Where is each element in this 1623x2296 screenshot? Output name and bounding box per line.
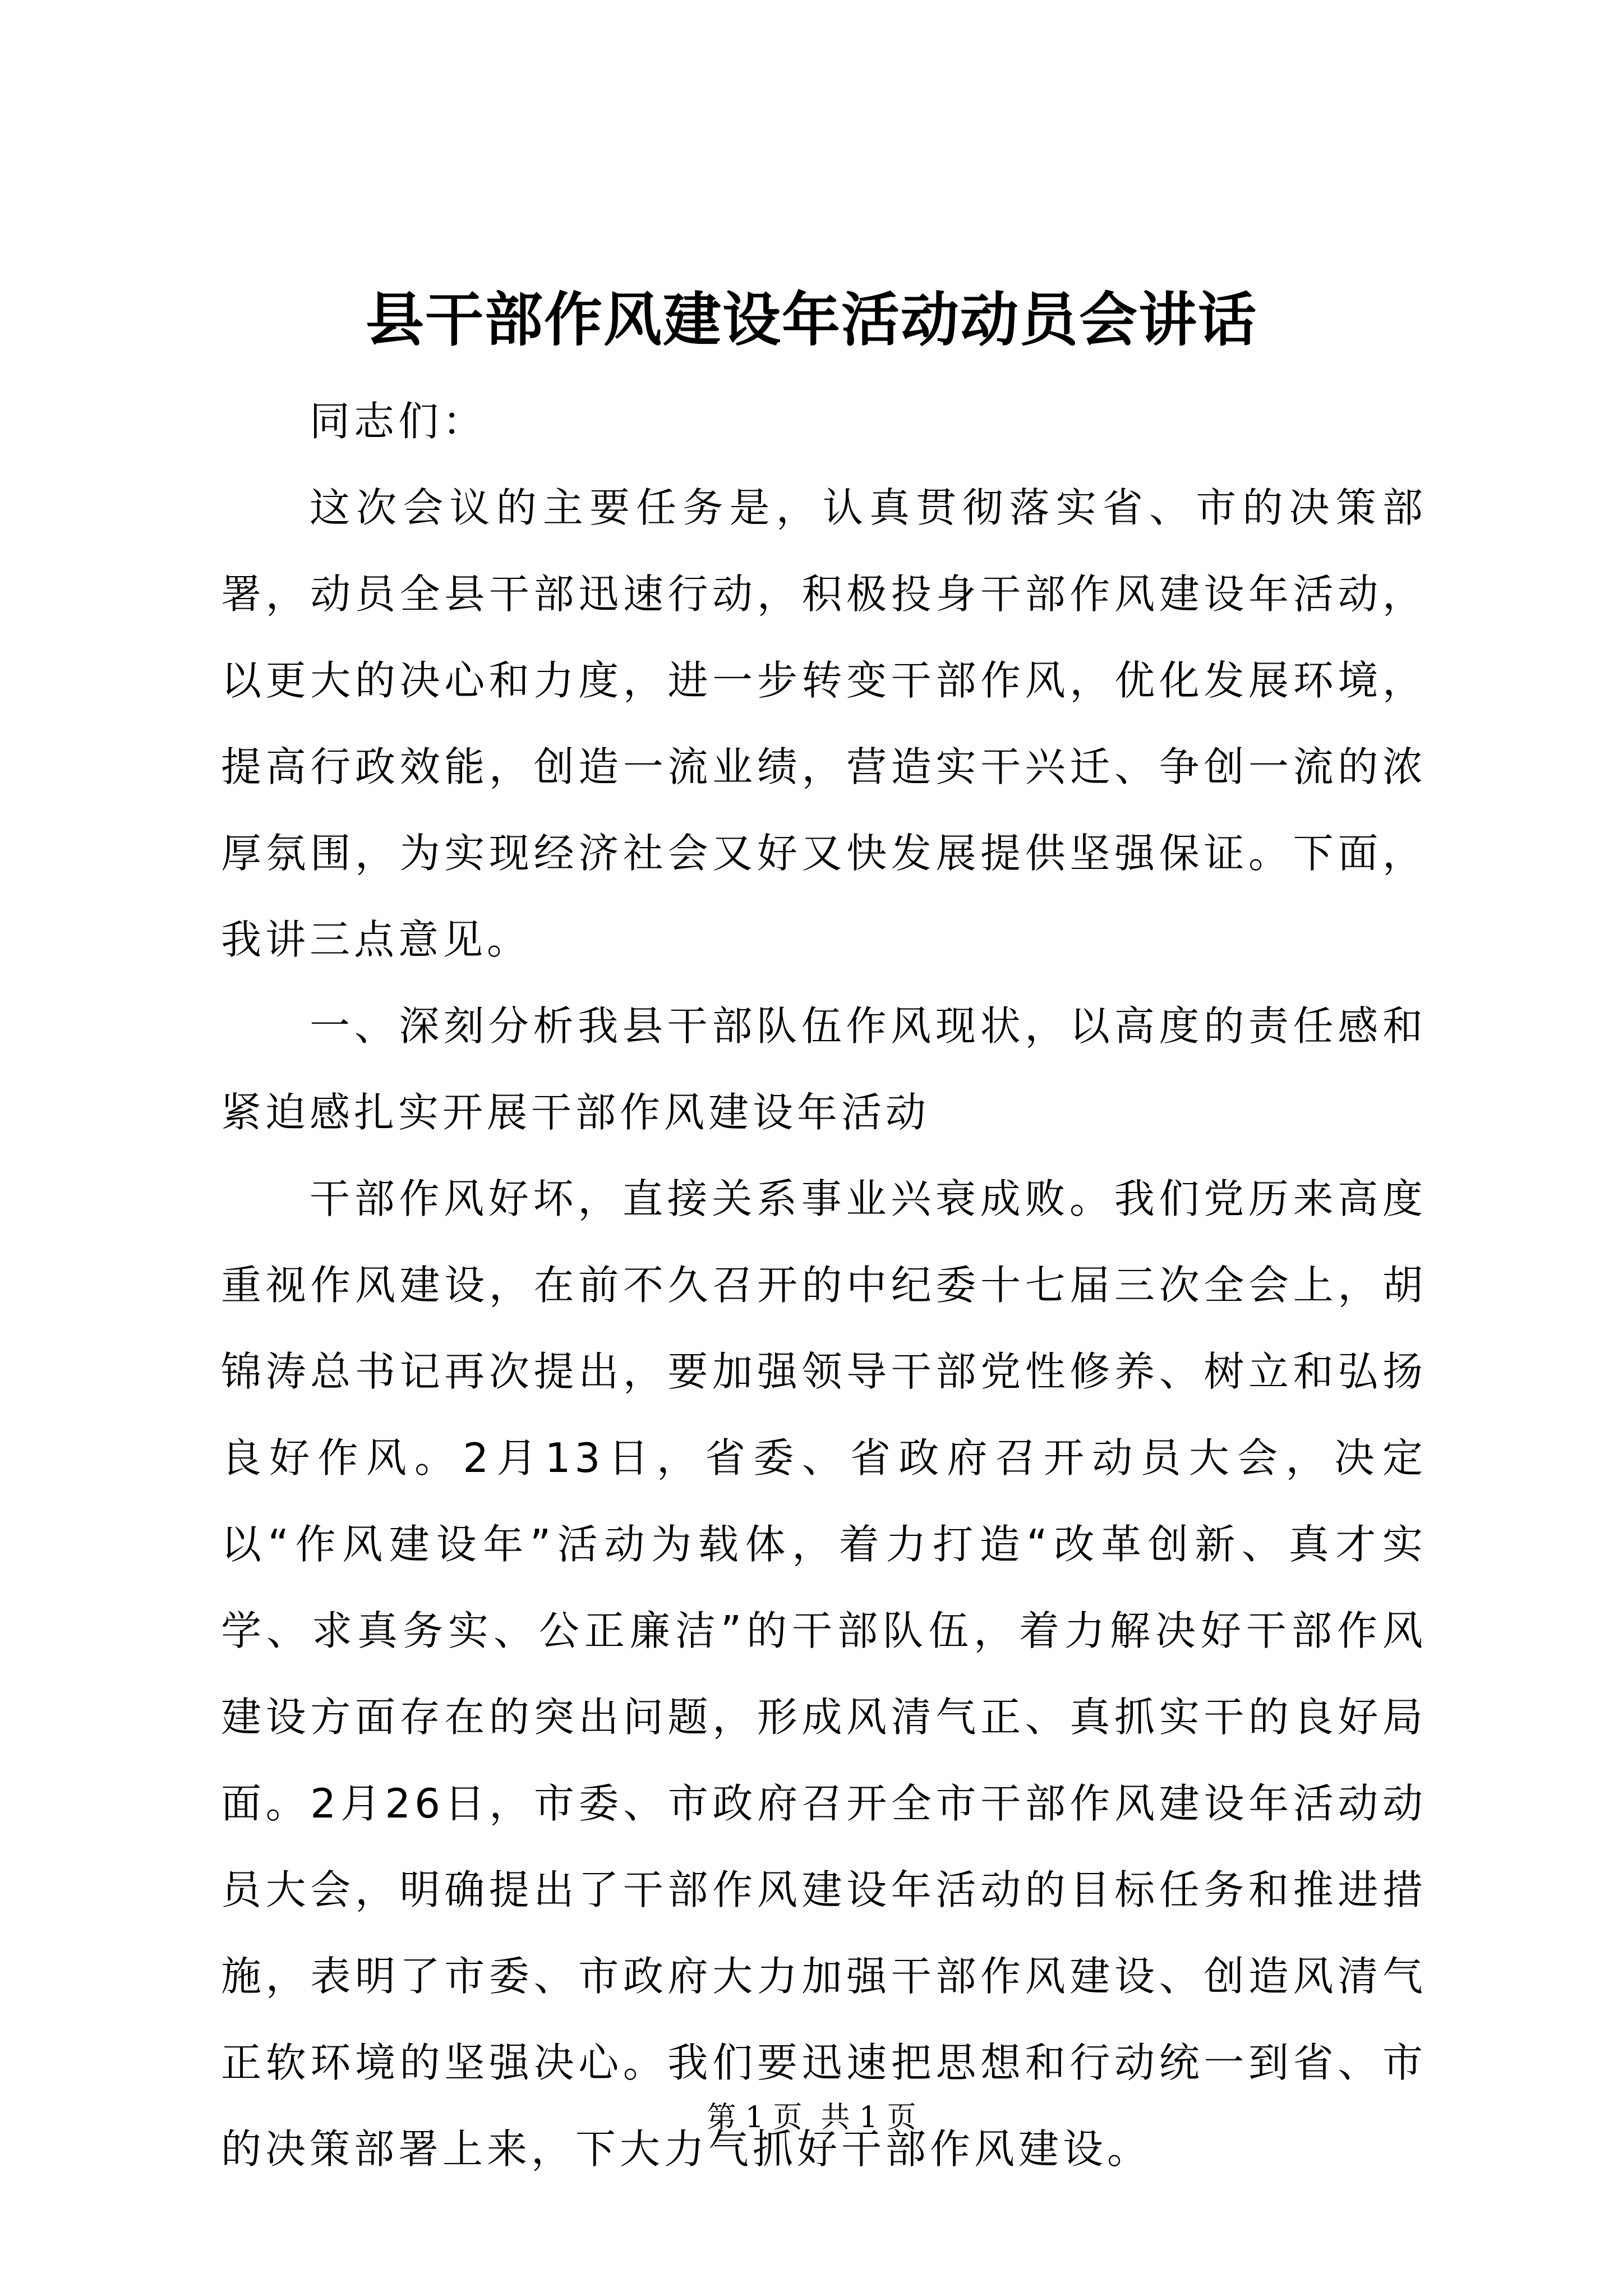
salutation-paragraph: 同志们： (310, 398, 487, 445)
section-heading-paragraph: 一、深刻分析我县干部队伍作风现状，以高度的责任感和紧迫感扎实开展干部作风建设年活动 (221, 1002, 1427, 1136)
body-paragraph: 干部作风好坏，直接关系事业兴衰成败。我们党历来高度重视作风建设，在前不久召开的中纪委十七届三次全会上，胡锦涛总书记再次提出，要加强领导干部党性修养、树立和弘扬良好作风。2月13日，省委、省政府召开动员大会，决定以“作风建设年”活动为载体，着力打造“改革创新、真才实学、求真务实、公正廉洁”的干部队伍，着力解决好干部作风建设方面存在的突出问题，形成风清气正、真抓实干的良好局面。2月26日，市委、市政府召开全市干部作风建设年活动动员大会，明确提出了干部作风建设年活动的目标任务和推进措施，表明了市委、市政府大力加强干部作风建设、创造风清气正软环境的坚强决心。我们要迅速把思想和行动统一到省、市的决策部署上来，下大力气抓好干部作风建设。 (221, 1175, 1427, 2173)
document-title: 县干部作风建设年活动动员会讲话 (365, 285, 1257, 354)
page-footer (0, 2098, 1623, 2137)
intro-paragraph: 这次会议的主要任务是，认真贯彻落实省、市的决策部署，动员全县干部迅速行动，积极投身干部作风建设年活动，以更大的决心和力度，进一步转变干部作风，优化发展环境，提高行政效能，创造一流业绩，营造实干兴迁、争创一流的浓厚氛围，为实现经济社会又好又快发展提供坚强保证。下面，我讲三点意见。 (221, 484, 1427, 963)
document-body (221, 378, 1427, 2192)
page-number-label: 第 1 页 共 1 页 (707, 2101, 916, 2134)
